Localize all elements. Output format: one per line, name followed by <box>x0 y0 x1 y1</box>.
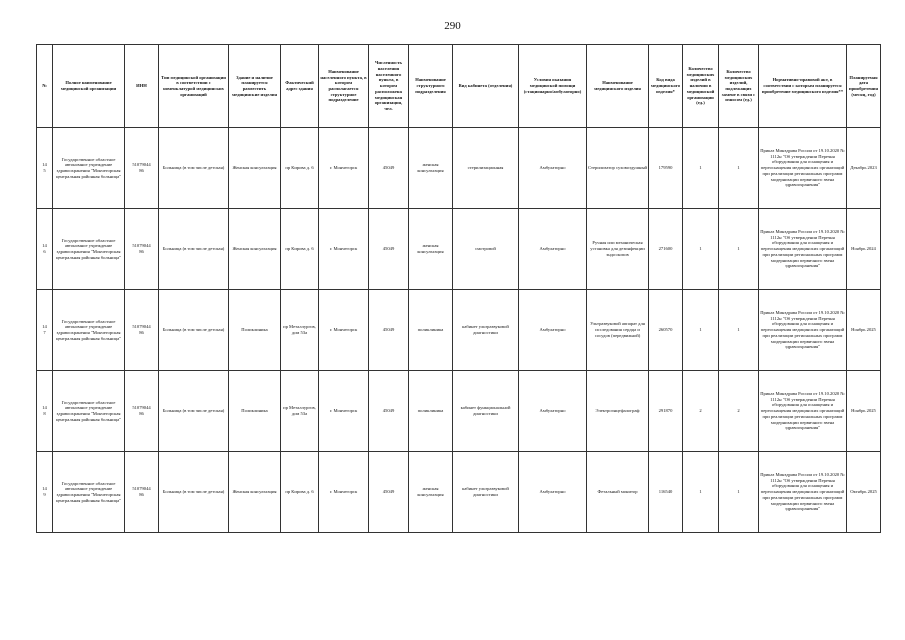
cell-conditions: Амбулаторно <box>519 209 587 290</box>
column-header: Фактический адрес здания <box>281 45 319 128</box>
cell-have: 1 <box>683 128 719 209</box>
cell-inn: 51079044 86 <box>125 371 159 452</box>
cell-have: 1 <box>683 290 719 371</box>
cell-code: 116540 <box>649 452 683 533</box>
cell-have: 1 <box>683 209 719 290</box>
cell-subdivision: женская консультация <box>409 209 453 290</box>
cell-num: 14 5 <box>37 128 53 209</box>
header-row <box>37 45 881 128</box>
table-body <box>37 128 881 533</box>
cell-population: 45049 <box>369 452 409 533</box>
column-header: Тип медицинской организации в соответствии с номенклатурой медицинских организаций <box>159 45 229 128</box>
cell-org: Государственное областное автономное учреждение здравоохранения "Мончегорская центральная районная больница" <box>53 371 125 452</box>
cell-date: Декабрь 2023 <box>847 128 881 209</box>
cell-act: Приказ Минздрава России от 19.10.2020 № 1112н "Об утверждении Перечня оборудования для оснащения и переоснащения медицинских организаций при реализации региональных программ модернизации первичного звена здравоохранения" <box>759 452 847 533</box>
cell-code: 291870 <box>649 371 683 452</box>
cell-inn: 51079044 86 <box>125 128 159 209</box>
column-header: Наименование населенного пункта, в котором располагается структурное подразделение <box>319 45 369 128</box>
table-row <box>37 290 881 371</box>
cell-code: 271600 <box>649 209 683 290</box>
cell-building: Женская консультация <box>229 452 281 533</box>
cell-org: Государственное областное автономное учреждение здравоохранения "Мончегорская центральная районная больница" <box>53 209 125 290</box>
table-row <box>37 209 881 290</box>
cell-subdivision: женская консультация <box>409 128 453 209</box>
equipment-table <box>36 44 881 533</box>
cell-num: 14 9 <box>37 452 53 533</box>
cell-date: Ноябрь 2025 <box>847 290 881 371</box>
cell-locality: г. Мончегорск <box>319 209 369 290</box>
cell-address: пр Металлургов, дом 53а <box>281 290 319 371</box>
column-header: № <box>37 45 53 128</box>
cell-locality: г. Мончегорск <box>319 452 369 533</box>
column-header: Планируемая дата приобретения (месяц, год) <box>847 45 881 128</box>
column-header: Полное наименование медицинской организации <box>53 45 125 128</box>
cell-date: Октябрь 2025 <box>847 452 881 533</box>
cell-conditions: Амбулаторно <box>519 128 587 209</box>
cell-type: Больница (в том числе детская) <box>159 452 229 533</box>
cell-num: 14 7 <box>37 290 53 371</box>
cell-type: Больница (в том числе детская) <box>159 290 229 371</box>
cell-date: Ноябрь 2025 <box>847 371 881 452</box>
column-header: Вид кабинета (отделения) <box>453 45 519 128</box>
column-header: Наименование медицинского изделия <box>587 45 649 128</box>
cell-type: Больница (в том числе детская) <box>159 371 229 452</box>
table-row <box>37 452 881 533</box>
cell-population: 45049 <box>369 128 409 209</box>
column-header: Условия оказания медицинской помощи (стационарно/амбулаторно) <box>519 45 587 128</box>
cell-org: Государственное областное автономное учреждение здравоохранения "Мончегорская центральная районная больница" <box>53 452 125 533</box>
cell-org: Государственное областное автономное учреждение здравоохранения "Мончегорская центральная районная больница" <box>53 290 125 371</box>
cell-replace: 1 <box>719 452 759 533</box>
cell-replace: 1 <box>719 128 759 209</box>
cell-building: Поликлиника <box>229 371 281 452</box>
cell-locality: г. Мончегорск <box>319 128 369 209</box>
cell-org: Государственное областное автономное учреждение здравоохранения "Мончегорская центральная районная больница" <box>53 128 125 209</box>
cell-population: 45049 <box>369 371 409 452</box>
cell-cabinet: стерилизационная <box>453 128 519 209</box>
column-header: Нормативно-правовой акт, в соответствии с которым планируется приобретение медицинского изделия** <box>759 45 847 128</box>
cell-locality: г. Мончегорск <box>319 290 369 371</box>
cell-population: 45049 <box>369 290 409 371</box>
cell-have: 1 <box>683 452 719 533</box>
cell-address: пр Кирова д. 6 <box>281 128 319 209</box>
cell-num: 14 6 <box>37 209 53 290</box>
cell-act: Приказ Минздрава России от 19.10.2020 № 1112н "Об утверждении Перечня оборудования для оснащения и переоснащения медицинских организаций при реализации региональных программ модернизации первичного звена здравоохранения" <box>759 371 847 452</box>
cell-address: пр Кирова д. 6 <box>281 452 319 533</box>
column-header: Количество медицинских изделий, подлежащих замене в связи с износом (ед.) <box>719 45 759 128</box>
cell-replace: 1 <box>719 290 759 371</box>
cell-replace: 2 <box>719 371 759 452</box>
column-header: ИНН <box>125 45 159 128</box>
cell-code: 260570 <box>649 290 683 371</box>
cell-conditions: Амбулаторно <box>519 371 587 452</box>
cell-cabinet: кабинет ультразвуковой диагностики <box>453 452 519 533</box>
cell-address: пр Металлургов, дом 53а <box>281 371 319 452</box>
cell-inn: 51079044 86 <box>125 290 159 371</box>
cell-building: Женская консультация <box>229 209 281 290</box>
cell-subdivision: поликлиника <box>409 371 453 452</box>
cell-type: Больница (в том числе детская) <box>159 209 229 290</box>
cell-subdivision: женская консультация <box>409 452 453 533</box>
column-header: Численность населения населенного пункта, в котором расположена медицинская организация, чел. <box>369 45 409 128</box>
column-header: Здание и наличие планируется разместить медицинские изделия <box>229 45 281 128</box>
column-header: Наименование структурного подразделения <box>409 45 453 128</box>
cell-address: пр Кирова д. 6 <box>281 209 319 290</box>
cell-inn: 51079044 86 <box>125 452 159 533</box>
cell-population: 45049 <box>369 209 409 290</box>
cell-num: 14 8 <box>37 371 53 452</box>
cell-code: 179590 <box>649 128 683 209</box>
cell-building: Женская консультация <box>229 128 281 209</box>
column-header: Код вида медицинского изделия* <box>649 45 683 128</box>
cell-cabinet: смотровой <box>453 209 519 290</box>
column-header: Количество медицинских изделий в наличии в медицинской организации (ед.) <box>683 45 719 128</box>
cell-replace: 1 <box>719 209 759 290</box>
table-row <box>37 128 881 209</box>
table-row <box>37 371 881 452</box>
cell-act: Приказ Минздрава России от 19.10.2020 № 1112н "Об утверждении Перечня оборудования для оснащения и переоснащения медицинских организаций при реализации региональных программ модернизации первичного звена здравоохранения" <box>759 290 847 371</box>
cell-conditions: Амбулаторно <box>519 290 587 371</box>
page-number: 290 <box>444 20 461 32</box>
cell-device: Фетальный монитор <box>587 452 649 533</box>
cell-type: Больница (в том числе детская) <box>159 128 229 209</box>
cell-act: Приказ Минздрава России от 19.10.2020 № 1112н "Об утверждении Перечня оборудования для оснащения и переоснащения медицинских организаций при реализации региональных программ модернизации первичного звена здравоохранения" <box>759 209 847 290</box>
cell-date: Ноябрь 2024 <box>847 209 881 290</box>
cell-device: Ультразвуковой аппарат для исследования сердца и сосудов (передвижной) <box>587 290 649 371</box>
cell-conditions: Амбулаторно <box>519 452 587 533</box>
cell-building: Поликлиника <box>229 290 281 371</box>
cell-subdivision: поликлиника <box>409 290 453 371</box>
cell-inn: 51079044 86 <box>125 209 159 290</box>
cell-device: Стерилизатор суховоздушный <box>587 128 649 209</box>
cell-device: Электроэнцефалограф <box>587 371 649 452</box>
cell-cabinet: кабинет функциональной диагностики <box>453 371 519 452</box>
cell-act: Приказ Минздрава России от 19.10.2020 № 1112н "Об утверждении Перечня оборудования для оснащения и переоснащения медицинских организаций при реализации региональных программ модернизации первичного звена здравоохранения" <box>759 128 847 209</box>
cell-have: 2 <box>683 371 719 452</box>
cell-device: Ручная или механическая установка для дезинфекции эндоскопов <box>587 209 649 290</box>
cell-cabinet: кабинет ультразвуковой диагностики <box>453 290 519 371</box>
cell-locality: г. Мончегорск <box>319 371 369 452</box>
